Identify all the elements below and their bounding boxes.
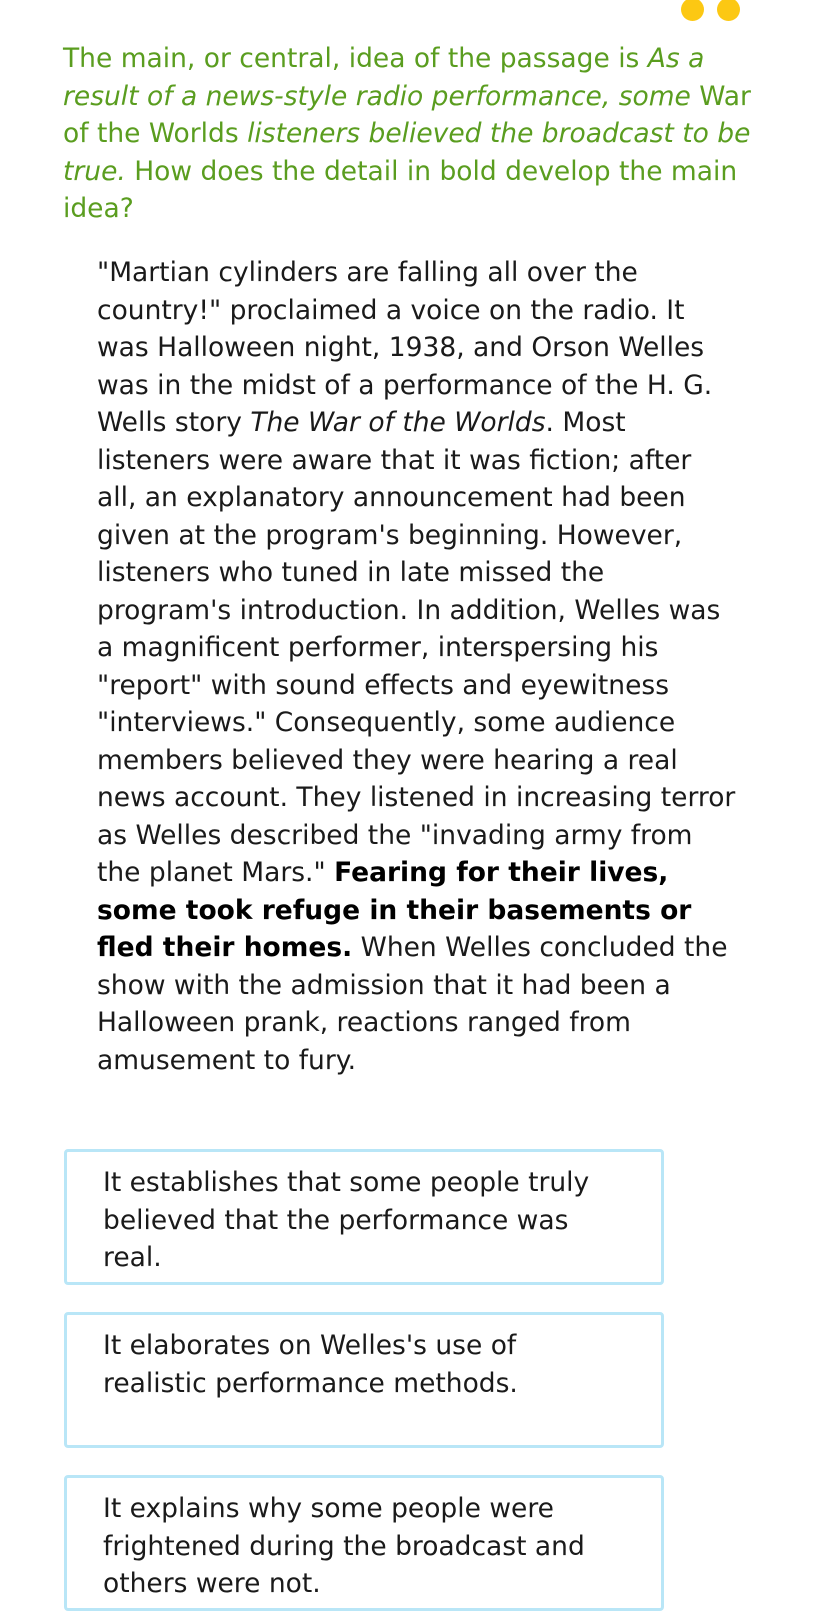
answer-choice-3[interactable]: [64, 1475, 664, 1611]
prompt-intro: The main, or central, idea of the passage is: [63, 43, 648, 74]
progress-dots: [680, 0, 760, 22]
main-idea-italic: As a result of a news-style radio performance, some: [63, 43, 705, 112]
progress-dot-icon: [681, 0, 704, 21]
answer-choice-text: It elaborates on Welles's use of realistic performance methods.: [103, 1330, 518, 1399]
passage-text-end: When Welles concluded the show with the admission that it had been a Halloween prank, reactions ranged from amusement to fury.: [97, 932, 728, 1076]
answer-choice-2[interactable]: [64, 1312, 664, 1448]
passage: [97, 254, 737, 1079]
main-idea-title: War of the Worlds: [63, 80, 751, 149]
passage-text: . Most listeners were aware that it was fiction; after all, an explanatory announcement had been given at the program's beginning. However, listeners who tuned in late missed the program's introduction. In addition, Welles was a magnificent performer, interspersing his "report" with sound effects and eyewitness "interviews." Consequently, some audience members believed they were hearing a real news account. They listened in increasing terror as Welles described the "invading army from the planet Mars.": [97, 407, 736, 888]
main-idea-italic-end: listeners believed the broadcast to be true.: [63, 118, 751, 187]
answer-choice-1[interactable]: [64, 1149, 664, 1285]
question-prompt: [63, 40, 763, 228]
answer-choice-text: It establishes that some people truly believed that the performance was real.: [103, 1167, 590, 1273]
prompt-question: How does the detail in bold develop the main idea?: [63, 155, 738, 224]
passage-text: "Martian cylinders are falling all over the country!" proclaimed a voice on the radio. It was Halloween night, 1938, and Orson Welles was in the midst of a performance of the H. G. Wells story: [97, 257, 713, 438]
bold-detail: Fearing for their lives, some took refuge in their basements or fled their homes.: [97, 857, 692, 963]
story-title: The War of the Worlds: [250, 407, 546, 438]
progress-dot-icon: [717, 0, 740, 21]
answer-choice-text: It explains why some people were frightened during the broadcast and others were not.: [103, 1493, 585, 1599]
